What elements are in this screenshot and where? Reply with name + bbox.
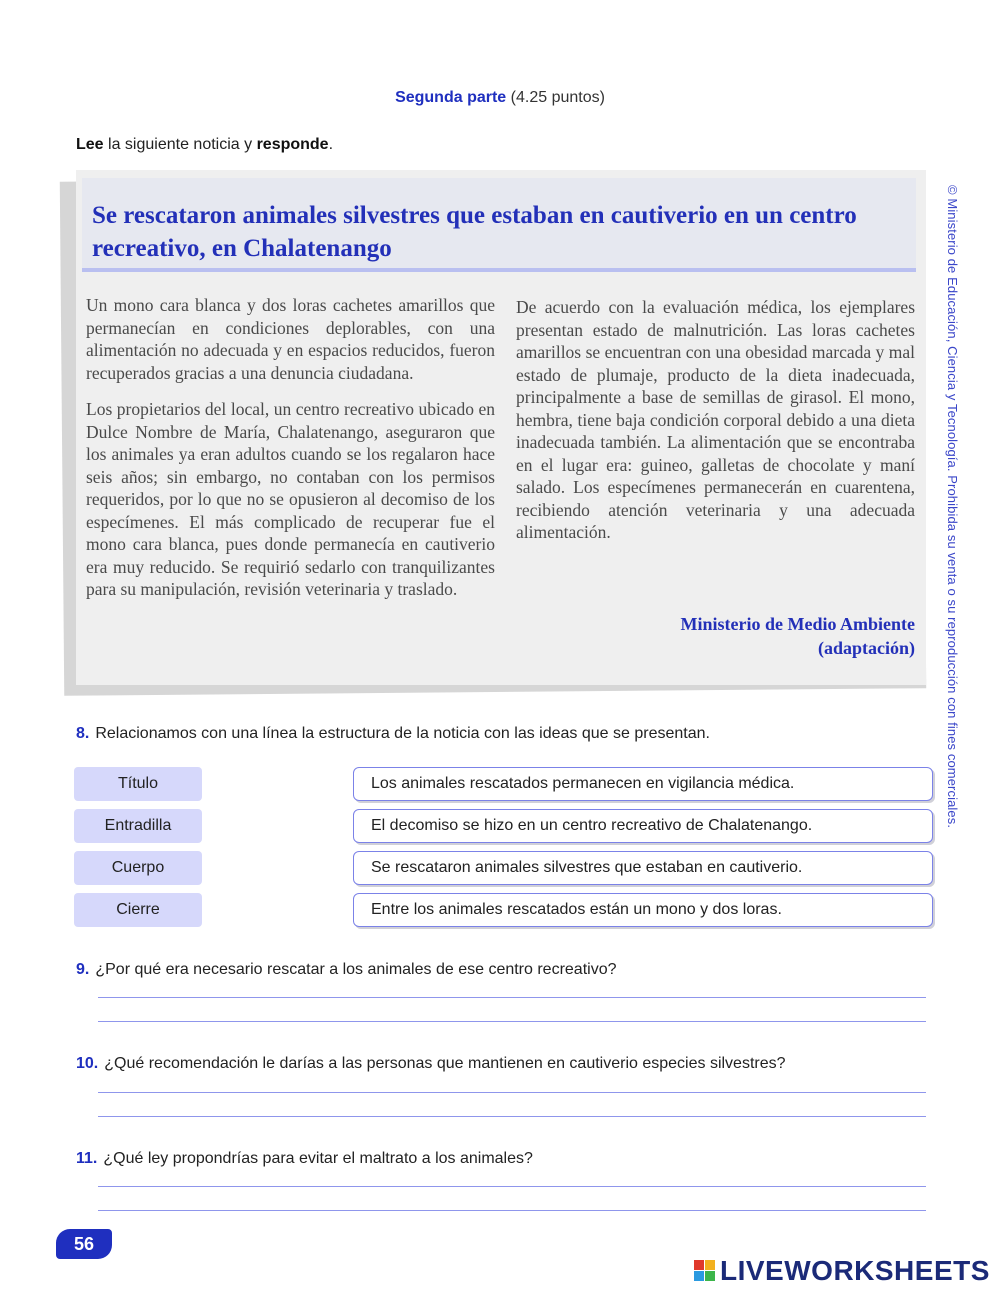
news-column-left [86,294,495,615]
instruction-verb-read: Lee [76,136,104,153]
answer-line[interactable] [98,1021,926,1022]
news-paragraph: Un mono cara blanca y dos loras cachetes amarillos que permanecían en condiciones deplorables, con una alimentación no adecuada y en espacios reducidos, fueron recuperados gracias a una denuncia ciudadana. [86,295,495,383]
question-text: ¿Por qué era necesario rescatar a los animales de ese centro recreativo? [95,961,617,978]
page-number: 56 [56,1229,112,1259]
question-number: 11. [76,1150,98,1167]
question-11 [76,1150,533,1168]
section-label: Segunda parte [395,89,507,106]
question-text: ¿Qué ley propondrías para evitar el maltrato a los animales? [103,1150,533,1167]
question-8 [76,725,710,743]
match-right-item[interactable]: Entre los animales rescatados están un mono y dos loras. [353,893,933,927]
news-source-note: (adaptación) [817,638,915,658]
question-number: 10. [76,1055,99,1072]
question-10 [76,1055,786,1073]
answer-line[interactable] [98,997,926,998]
question-number: 9. [76,961,90,978]
answer-line[interactable] [98,1092,926,1093]
instruction [76,136,333,154]
question-text: ¿Qué recomendación le darías a las personas que mantienen en cautiverio especies silvestres? [104,1055,786,1072]
match-left-entradilla[interactable]: Entradilla [74,809,202,843]
news-column-right [516,296,915,558]
news-source-name: Ministerio de Medio Ambiente [680,614,915,634]
question-text: Relacionamos con una línea la estructura de la noticia con las ideas que se presentan. [95,725,710,742]
question-9 [76,961,617,979]
copyright-text: © Ministerio de Educación, Ciencia y Tecnología. Prohibida su venta o su reproducción con fines comerciales. [945,185,960,829]
news-paragraph: Los propietarios del local, un centro recreativo ubicado en Dulce Nombre de María, Chalatenango, aseguraron que los animales ya eran adultos cuando se los regalaron hace seis años; sin embargo, no contaban con los permisos requeridos, por lo que no se opusieron al decomiso de los especímenes. El más complicado de recuperar fue el mono cara blanca, pues donde permanecía en cautiverio era muy reducido. Se requirió sedarlo con tranquilizantes para su manipulación, revisión veterinaria y traslado. [86,399,495,599]
instruction-text: la siguiente noticia y [103,136,257,153]
instruction-period: . [328,136,334,153]
news-paragraph: De acuerdo con la evaluación médica, los ejemplares presentan estado de malnutrición. Las loras cachetes amarillos se encuentran con una obesidad marcada y mal estado de plumaje, producto de la dieta inadecuada, principalmente a base de semillas de girasol. El mono, hembra, tiene baja condición corporal debido a una dieta inadecuada también. La alimentación que se encontraba en el lugar era: guineo, galletas de chocolate y maní salado. Los especímenes permanecerán en cuarentena, recibiendo atención veterinaria y una adecuada alimentación. [516,297,915,542]
question-number: 8. [76,725,90,742]
news-title: Se rescataron animales silvestres que estaban en cautiverio en un centro recreativo, en Chalatenango [92,202,857,262]
liveworksheets-logo-icon [694,1260,716,1282]
section-title [0,89,1000,107]
match-left-title[interactable]: Título [74,767,202,801]
liveworksheets-logo-text: LIVEWORKSHEETS [720,1255,990,1286]
match-right-item[interactable]: El decomiso se hizo en un centro recreativo de Chalatenango. [353,809,933,843]
answer-line[interactable] [98,1210,926,1211]
section-points: (4.25 puntos) [510,89,605,106]
match-right-item[interactable]: Se rescataron animales silvestres que estaban en cautiverio. [353,851,933,885]
answer-line[interactable] [98,1186,926,1187]
match-right-item[interactable]: Los animales rescatados permanecen en vigilancia médica. [353,767,933,801]
instruction-verb-answer: responde [256,136,329,153]
answer-line[interactable] [98,1116,926,1117]
match-left-cuerpo[interactable]: Cuerpo [74,851,202,885]
liveworksheets-logo [694,1255,990,1287]
match-left-cierre[interactable]: Cierre [74,893,202,927]
news-source [560,612,915,660]
news-title-rule [82,268,916,272]
